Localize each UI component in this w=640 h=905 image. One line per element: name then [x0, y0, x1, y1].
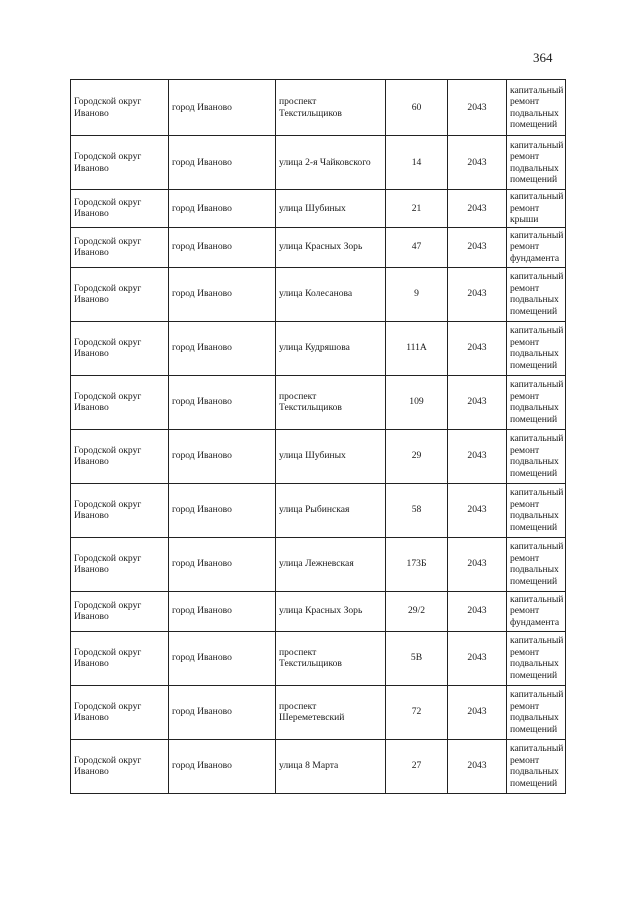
- district-cell: [71, 631, 169, 685]
- work-type-cell-line: капитальный: [510, 271, 564, 282]
- street-cell-line: улица Шубиных: [279, 202, 346, 214]
- district-cell-line: Иваново: [74, 611, 109, 622]
- district-cell-line: Городской округ: [74, 444, 142, 456]
- work-type-cell-line: помещений: [510, 174, 558, 185]
- district-cell-line: Иваново: [74, 658, 109, 669]
- city-cell: город Иваново: [169, 80, 276, 136]
- work-type-cell-line: подвальных: [510, 766, 559, 777]
- work-type-cell: [507, 190, 566, 228]
- work-type-cell: [507, 631, 566, 685]
- year-cell: 2043: [448, 267, 507, 321]
- street-cell-line: проспект: [279, 700, 317, 712]
- work-type-cell: [507, 685, 566, 739]
- district-cell: [71, 80, 169, 136]
- work-type-cell: [507, 267, 566, 321]
- work-type-cell-line: помещений: [510, 575, 558, 587]
- district-cell: [71, 739, 169, 793]
- work-type-cell: [507, 739, 566, 793]
- district-cell-line: Иваново: [74, 766, 109, 777]
- table-row: [71, 483, 566, 537]
- work-type-cell-line: фундамента: [510, 616, 560, 628]
- house-number-cell: 29: [386, 429, 448, 483]
- work-type-cell-line: ремонт: [510, 444, 540, 456]
- work-type-cell: [507, 227, 566, 267]
- district-cell: [71, 136, 169, 190]
- work-type-cell-line: помещений: [510, 359, 558, 371]
- street-cell: [276, 375, 386, 429]
- work-type-cell-line: ремонт: [510, 390, 540, 402]
- district-cell-line: Иваново: [74, 208, 109, 220]
- work-type-cell-line: капитальный: [510, 433, 564, 444]
- work-type-cell: [507, 591, 566, 631]
- house-number-cell: 47: [386, 227, 448, 267]
- city-cell: город Иваново: [169, 739, 276, 793]
- work-type-cell-line: ремонт: [510, 282, 540, 294]
- year-cell: 2043: [448, 190, 507, 228]
- house-number-cell: 111А: [386, 321, 448, 375]
- city-cell: город Иваново: [169, 537, 276, 591]
- street-cell-line: проспект: [279, 96, 317, 107]
- work-type-cell-line: помещений: [510, 669, 558, 681]
- street-cell: [276, 685, 386, 739]
- year-cell: 2043: [448, 321, 507, 375]
- work-type-cell: [507, 537, 566, 591]
- table-row: [71, 739, 566, 793]
- district-cell: [71, 321, 169, 375]
- district-cell-line: Иваново: [74, 510, 109, 521]
- district-cell: [71, 429, 169, 483]
- district-cell: [71, 267, 169, 321]
- district-cell-line: Городской округ: [74, 282, 142, 294]
- work-type-cell-line: подвальных: [510, 294, 559, 305]
- work-type-cell-line: подвальных: [510, 162, 559, 174]
- city-cell: город Иваново: [169, 591, 276, 631]
- house-number-cell: 173Б: [386, 537, 448, 591]
- district-cell: [71, 375, 169, 429]
- district-cell: [71, 537, 169, 591]
- work-type-cell-line: помещений: [510, 305, 558, 317]
- work-type-cell-line: подвальных: [510, 510, 559, 521]
- work-type-cell-line: ремонт: [510, 605, 540, 617]
- work-type-cell-line: капитальный: [510, 325, 564, 336]
- city-cell: город Иваново: [169, 136, 276, 190]
- street-cell: [276, 631, 386, 685]
- year-cell: 2043: [448, 227, 507, 267]
- year-cell: 2043: [448, 631, 507, 685]
- work-type-cell: [507, 321, 566, 375]
- district-cell-line: Иваново: [74, 712, 109, 723]
- city-cell: город Иваново: [169, 631, 276, 685]
- district-cell-line: Городской округ: [74, 235, 142, 247]
- work-type-cell-line: капитальный: [510, 635, 564, 646]
- district-cell-line: Городской округ: [74, 700, 142, 712]
- page-number: 364: [533, 50, 553, 65]
- street-cell: [276, 190, 386, 228]
- table-row: [71, 375, 566, 429]
- district-cell: [71, 483, 169, 537]
- work-type-cell-line: капитальный: [510, 191, 564, 202]
- work-type-cell-line: капитальный: [510, 689, 564, 700]
- work-type-cell: [507, 429, 566, 483]
- work-type-cell-line: подвальных: [510, 564, 559, 575]
- work-type-cell-line: помещений: [510, 723, 558, 735]
- work-type-cell-line: ремонт: [510, 241, 540, 253]
- table-row: [71, 267, 566, 321]
- district-cell-line: Иваново: [74, 456, 109, 467]
- street-cell: [276, 739, 386, 793]
- street-cell: [276, 483, 386, 537]
- work-type-cell-line: подвальных: [510, 456, 559, 467]
- work-type-cell-line: ремонт: [510, 336, 540, 348]
- year-cell: 2043: [448, 537, 507, 591]
- table-row: [71, 429, 566, 483]
- house-number-cell: 72: [386, 685, 448, 739]
- street-cell: [276, 227, 386, 267]
- work-type-cell-line: ремонт: [510, 498, 540, 510]
- street-cell-line: улица Колесанова: [279, 288, 353, 300]
- district-cell-line: Городской округ: [74, 96, 142, 107]
- district-cell-line: Иваново: [74, 348, 109, 359]
- house-number-cell: 21: [386, 190, 448, 228]
- district-cell-line: Иваново: [74, 247, 109, 258]
- district-cell-line: Городской округ: [74, 498, 142, 510]
- city-cell: город Иваново: [169, 685, 276, 739]
- district-cell-line: Иваново: [74, 402, 109, 413]
- work-type-cell-line: помещений: [510, 119, 558, 130]
- table-body: [71, 80, 566, 794]
- street-cell-line: улица Рыбинская: [279, 504, 350, 516]
- city-cell: город Иваново: [169, 267, 276, 321]
- district-cell-line: Городской округ: [74, 552, 142, 564]
- street-cell: [276, 136, 386, 190]
- work-type-cell-line: ремонт крыши: [510, 202, 540, 225]
- city-cell: город Иваново: [169, 321, 276, 375]
- house-number-cell: 109: [386, 375, 448, 429]
- table-row: [71, 685, 566, 739]
- city-cell: город Иваново: [169, 227, 276, 267]
- work-type-cell-line: капитальный: [510, 743, 564, 754]
- year-cell: 2043: [448, 591, 507, 631]
- street-cell: [276, 429, 386, 483]
- district-cell: [71, 685, 169, 739]
- work-type-cell-line: ремонт: [510, 754, 540, 766]
- street-cell-line: улица 2-я Чайковского: [279, 156, 371, 168]
- district-cell-line: Иваново: [74, 564, 109, 575]
- house-number-cell: 29/2: [386, 591, 448, 631]
- work-type-cell-line: ремонт: [510, 96, 540, 107]
- city-cell: город Иваново: [169, 190, 276, 228]
- street-cell-line: Текстильщиков: [279, 658, 342, 669]
- street-cell-line: проспект: [279, 646, 317, 658]
- work-type-cell-line: капитальный: [510, 541, 564, 552]
- street-cell-line: улица Красных Зорь: [279, 241, 363, 253]
- district-cell-line: Иваново: [74, 107, 109, 119]
- street-cell: [276, 537, 386, 591]
- work-type-cell-line: подвальных: [510, 107, 559, 119]
- work-type-cell-line: подвальных: [510, 658, 559, 669]
- table-row: [71, 190, 566, 228]
- district-cell: [71, 227, 169, 267]
- district-cell-line: Городской округ: [74, 390, 142, 402]
- table-row: [71, 227, 566, 267]
- work-type-cell-line: помещений: [510, 777, 558, 789]
- table-row: [71, 80, 566, 136]
- work-type-cell-line: капитальный: [510, 84, 564, 96]
- street-cell: [276, 591, 386, 631]
- work-type-cell-line: фундамента: [510, 252, 560, 264]
- work-type-cell: [507, 483, 566, 537]
- year-cell: 2043: [448, 136, 507, 190]
- street-cell: [276, 321, 386, 375]
- street-cell-line: Текстильщиков: [279, 402, 342, 413]
- year-cell: 2043: [448, 483, 507, 537]
- work-type-cell-line: помещений: [510, 413, 558, 425]
- table-row: [71, 591, 566, 631]
- district-cell-line: Иваново: [74, 162, 109, 174]
- work-type-cell-line: ремонт: [510, 646, 540, 658]
- city-cell: город Иваново: [169, 375, 276, 429]
- house-number-cell: 14: [386, 136, 448, 190]
- district-cell: [71, 591, 169, 631]
- street-cell-line: Текстильщиков: [279, 107, 342, 119]
- house-number-cell: 27: [386, 739, 448, 793]
- work-type-cell-line: капитальный: [510, 487, 564, 498]
- work-type-cell: [507, 136, 566, 190]
- work-type-cell-line: капитальный: [510, 139, 564, 151]
- district-cell-line: Городской округ: [74, 646, 142, 658]
- house-number-cell: 9: [386, 267, 448, 321]
- year-cell: 2043: [448, 429, 507, 483]
- table-row: [71, 321, 566, 375]
- district-cell: [71, 190, 169, 228]
- street-cell: [276, 80, 386, 136]
- work-type-cell-line: подвальных: [510, 348, 559, 359]
- table-row: [71, 537, 566, 591]
- city-cell: город Иваново: [169, 483, 276, 537]
- street-cell-line: улица 8 Марта: [279, 760, 339, 772]
- year-cell: 2043: [448, 375, 507, 429]
- street-cell-line: проспект: [279, 390, 317, 402]
- work-type-cell-line: подвальных: [510, 712, 559, 723]
- work-type-cell-line: ремонт: [510, 700, 540, 712]
- work-type-cell-line: капитальный: [510, 229, 564, 241]
- year-cell: 2043: [448, 685, 507, 739]
- street-cell-line: улица Кудряшова: [279, 342, 350, 354]
- work-type-cell: [507, 80, 566, 136]
- work-type-cell-line: помещений: [510, 467, 558, 479]
- district-cell-line: Городской округ: [74, 151, 142, 162]
- work-type-cell-line: ремонт: [510, 151, 540, 162]
- street-cell-line: улица Красных Зорь: [279, 605, 363, 617]
- district-cell-line: Городской округ: [74, 599, 142, 611]
- street-cell: [276, 267, 386, 321]
- year-cell: 2043: [448, 80, 507, 136]
- house-number-cell: 58: [386, 483, 448, 537]
- work-type-cell-line: ремонт: [510, 552, 540, 564]
- year-cell: 2043: [448, 739, 507, 793]
- work-type-cell: [507, 375, 566, 429]
- work-type-cell-line: капитальный: [510, 593, 564, 605]
- street-cell-line: улица Лежневская: [279, 558, 354, 570]
- table-row: [71, 631, 566, 685]
- district-cell-line: Городской округ: [74, 754, 142, 766]
- house-number-cell: 5В: [386, 631, 448, 685]
- street-cell-line: Шереметевский: [279, 712, 345, 723]
- table-row: [71, 136, 566, 190]
- work-type-cell-line: помещений: [510, 521, 558, 533]
- district-cell-line: Иваново: [74, 294, 109, 305]
- work-type-cell-line: капитальный: [510, 379, 564, 390]
- repair-registry-table: [70, 79, 566, 794]
- work-type-cell-line: подвальных: [510, 402, 559, 413]
- district-cell-line: Городской округ: [74, 196, 142, 208]
- district-cell-line: Городской округ: [74, 336, 142, 348]
- street-cell-line: улица Шубиных: [279, 450, 346, 462]
- house-number-cell: 60: [386, 80, 448, 136]
- city-cell: город Иваново: [169, 429, 276, 483]
